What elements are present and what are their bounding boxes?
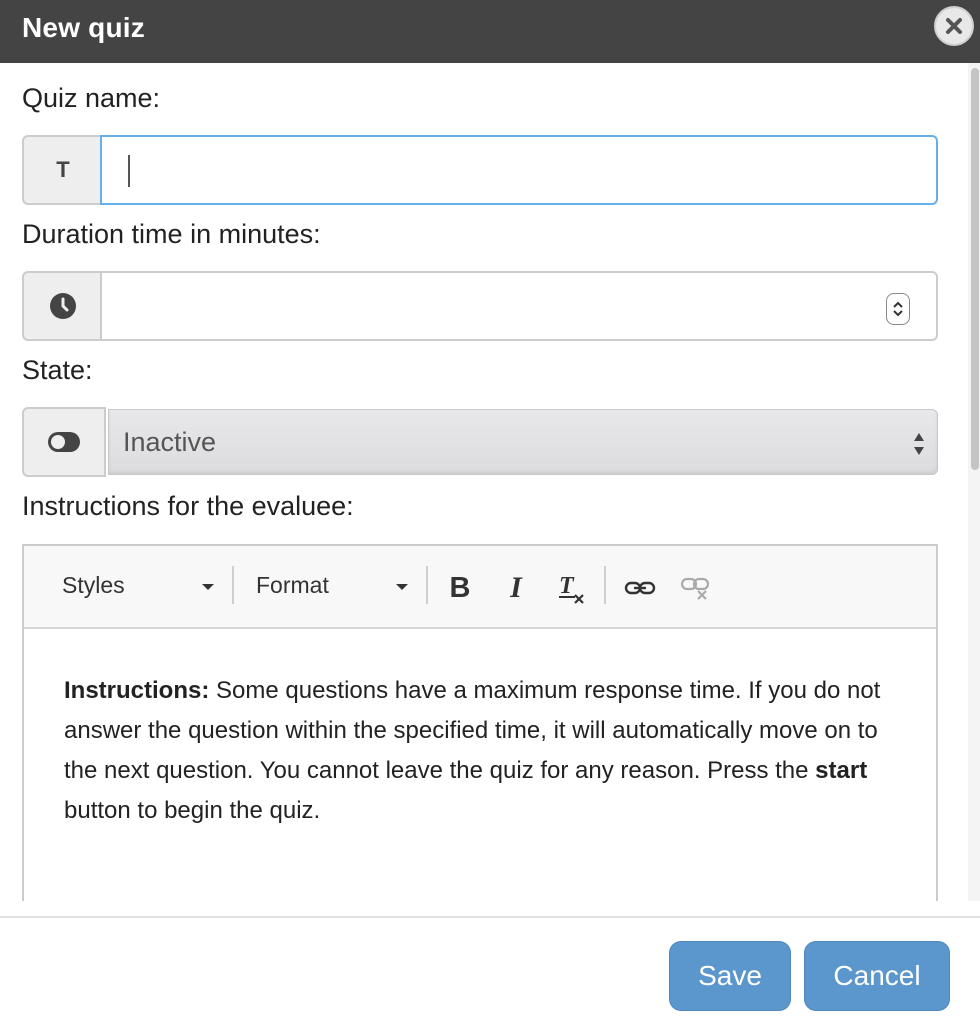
chevron-down-icon (396, 584, 408, 590)
remove-format-icon (555, 571, 589, 605)
cancel-button[interactable]: Cancel (804, 941, 950, 1011)
instructions-text-2: button to begin the quiz. (64, 797, 321, 824)
toolbar-separator (232, 566, 234, 604)
state-select[interactable] (108, 409, 938, 475)
bold-icon: B (449, 571, 471, 604)
text-caret (128, 155, 130, 187)
unlink-button[interactable] (676, 568, 716, 608)
duration-label: Duration time in minutes: (22, 219, 321, 249)
unlink-icon (680, 575, 712, 601)
editor-toolbar (24, 546, 936, 629)
dialog-content (0, 63, 970, 901)
instructions-strong: start (815, 757, 868, 784)
styles-dropdown[interactable] (62, 568, 218, 606)
toolbar-separator (426, 566, 428, 604)
remove-format-button[interactable] (552, 568, 592, 608)
svg-text:T: T (559, 573, 574, 599)
format-label: Format (256, 572, 329, 598)
italic-icon: I (510, 571, 522, 604)
styles-label: Styles (62, 572, 125, 598)
save-button[interactable]: Save (669, 941, 791, 1011)
rich-text-editor (22, 544, 938, 901)
chevron-down-icon (892, 309, 904, 317)
quiz-name-input[interactable] (100, 135, 938, 205)
duration-group (22, 271, 938, 341)
link-button[interactable] (620, 568, 660, 608)
text-icon: T (56, 157, 70, 182)
state-label: State: (22, 355, 93, 385)
text-addon (22, 135, 102, 205)
italic-button[interactable] (496, 568, 536, 608)
select-arrows-icon (911, 430, 927, 458)
toggle-addon (22, 407, 106, 477)
close-button[interactable] (934, 6, 974, 46)
instructions-lead: Instructions: (64, 677, 210, 704)
instructions-text-1: Some questions have a maximum response time. If you do not answer the question within the specified time, it will automatically move on to the next question. You cannot leave the quiz for any reason. Press the (64, 677, 881, 784)
toggle-icon (47, 431, 81, 453)
quiz-name-group (22, 135, 938, 205)
number-spinner[interactable] (886, 293, 910, 325)
state-selected-value: Inactive (123, 427, 217, 457)
bold-button[interactable] (440, 568, 480, 608)
instructions-label: Instructions for the evaluee: (22, 491, 354, 521)
scrollbar-thumb[interactable] (971, 68, 979, 470)
link-icon (624, 578, 656, 598)
dialog-titlebar (0, 0, 980, 63)
clock-addon (22, 271, 102, 341)
dialog-title: New quiz (22, 12, 145, 43)
footer-divider (0, 916, 980, 918)
chevron-down-icon (202, 584, 214, 590)
editor-content[interactable] (64, 671, 904, 831)
clock-icon (49, 292, 77, 320)
quiz-name-label: Quiz name: (22, 83, 161, 113)
state-group (22, 407, 938, 477)
format-dropdown[interactable] (256, 568, 412, 606)
chevron-up-icon (892, 301, 904, 309)
duration-input[interactable] (100, 271, 938, 341)
close-icon (944, 16, 964, 36)
toolbar-separator (604, 566, 606, 604)
